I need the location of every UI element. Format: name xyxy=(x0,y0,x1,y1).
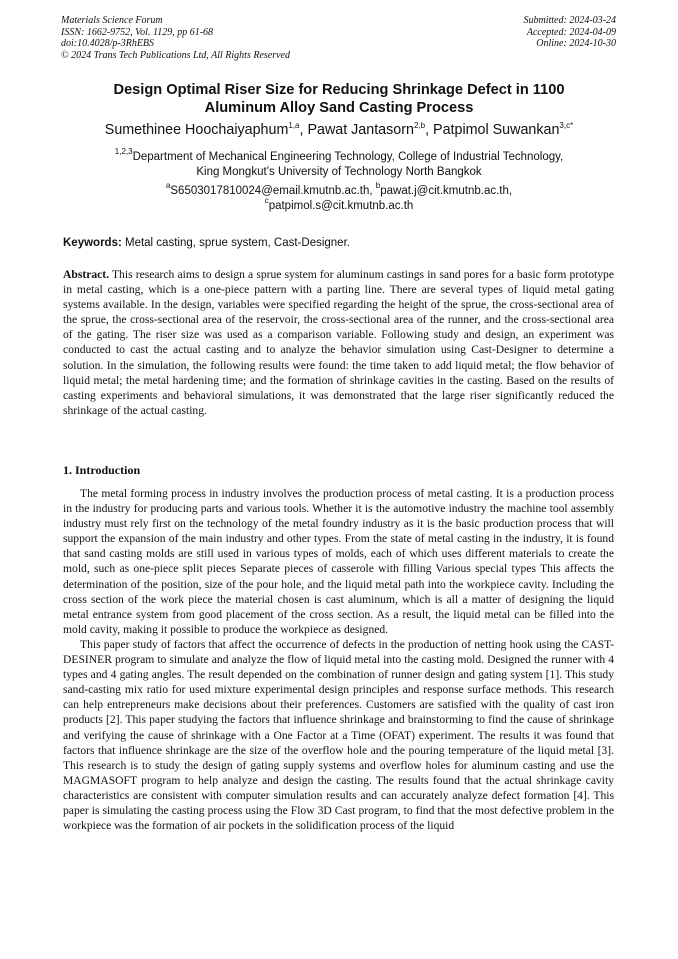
author-2-affil: 2,b xyxy=(413,121,426,130)
keywords-text: Metal casting, sprue system, Cast-Designer. xyxy=(121,237,350,249)
paper-title xyxy=(40,81,638,117)
journal-header-left xyxy=(61,15,290,61)
affiliation xyxy=(40,147,638,180)
accepted-date: Accepted: 2024-04-09 xyxy=(526,26,616,38)
affiliation-sup: 1,2,3 xyxy=(114,147,133,156)
author-3-affil: 3,c* xyxy=(559,121,574,130)
affiliation-line-1: Department of Mechanical Engineering Technology, College of Industrial Technology, xyxy=(132,151,564,163)
intro-paragraph-2: This paper study of factors that affect the occurrence of defects in the production of netting hook using the CAST-DESINER program to simulate and analyze the flow of liquid metal into the casting mold. Designed the runner with 4 types and 4 gating angles. The result depended on the combination of runner design and gating system [1]. This study sand-casting mix ratio for used mixture experimental design principles and response surface methods. This research can help entrepreneurs make decisions about their preferences. Customers are satisfied with the quality of cast iron products [2]. This paper studying the factors that influence shrinkage and brainstorming to find the cause of shrinkage and verifying the cause of shrinkage with a One Factor at a Time (OFAT) experiment. The results it was found that factors that influence shrinkage are the size of the overflow hole and the pouring temperature of the liquid metal [3]. This research is to study the design of gating supply systems and overflow holes for aluminum casting and use the MAGMASOFT program to help analyze and design the casting. The results found that the actual shrinkage cavity characteristics are consistent with computer simulation results and can accurately analyze defect formation [4]. This paper is simulating the casting process using the Flow 3D Cast program, to find that the most defective problem in the workpiece was the formation of air pockets in the solidification process of the liquid xyxy=(63,637,614,833)
author-1-affil: 1,a xyxy=(288,121,300,130)
keywords xyxy=(63,236,350,250)
paper-title-line-1: Design Optimal Riser Size for Reducing Shrinkage Defect in 1100 xyxy=(113,82,565,98)
journal-name: Materials Science Forum xyxy=(61,15,163,26)
section-heading-introduction: 1. Introduction xyxy=(63,463,141,477)
email-c-sup: c xyxy=(264,196,269,205)
copyright-line: © 2024 Trans Tech Publications Ltd, All Rights Reserved xyxy=(61,49,290,61)
author-separator: , xyxy=(425,122,434,138)
author-separator: , xyxy=(299,122,308,138)
keywords-label: Keywords: xyxy=(63,237,122,249)
doi-line: doi:10.4028/p-3RhEBS xyxy=(61,38,155,49)
submitted-date: Submitted: 2024-03-24 xyxy=(523,15,616,26)
email-b[interactable]: pawat.j@cit.kmutnb.ac.th, xyxy=(380,185,513,197)
author-2: Pawat Jantasorn xyxy=(307,122,414,138)
email-a-sup: a xyxy=(165,181,171,190)
email-b-sup: b xyxy=(375,181,381,190)
abstract-label: Abstract. xyxy=(63,268,110,281)
paper-title-line-2: Aluminum Alloy Sand Casting Process xyxy=(204,100,474,116)
online-date: Online: 2024-10-30 xyxy=(536,38,616,49)
issn-line: ISSN: 1662-9752, Vol. 1129, pp 61-68 xyxy=(61,26,214,38)
abstract-text: This research aims to design a sprue system for aluminum castings in sand pores for a basic form prototype in metal casting, which is a one-piece pattern with a parting line. There are several types of liquid metal gating systems available. In the design, variables were specified regarding the height of the sprue, the cross-sectional area of the sprue, the cross-sectional area of the reservoir, the cross-sectional area of the runner, and the cross-sectional area of the gating. The riser size was used as a comparison variable. Following study and design, an experiment was conducted to cast the actual casting and to analyze the behavior simulation using Cast-Designer to determine a solution. In the simulation, the following results were found: the time taken to add liquid metal; the flow behavior of liquid metal; the metal hardening time; and the formation of shrinkage cavities in the casting. Based on the results of casting experiments and behavioral simulations, it was demonstrated that the large riser significantly reduced the shrinkage of the actual casting. xyxy=(63,268,614,417)
introduction-body xyxy=(63,486,614,833)
affiliation-line-2: King Mongkut’s University of Technology North Bangkok xyxy=(196,166,482,178)
author-emails xyxy=(40,181,638,214)
email-a[interactable]: S6503017810024@email.kmutnb.ac.th, xyxy=(170,185,376,197)
abstract xyxy=(63,267,614,418)
author-1: Sumethinee Hoochaiyaphum xyxy=(104,122,289,138)
email-c[interactable]: patpimol.s@cit.kmutnb.ac.th xyxy=(268,200,414,212)
author-list xyxy=(30,121,648,139)
intro-paragraph-1: The metal forming process in industry involves the production process of metal casting. It is a production process in the industry for producing parts and various tools. Whether it is the automotive industry the machine tool assembly industry must rely first on the technology of the metal foundry industry as it is the basic production process that will support the expansion of the main industry and other types. From the state of metal casting in the industry, it is found that sand casting molds are still used in various types of molds, each of which uses different materials to create the mold, such as one-piece split pieces Separate pieces of casserole with filling Various special types This affects the determination of the position, size of the pour hole, and the liquid metal path into the workpiece cavity. Including the cross section of the work piece the material chosen is cast aluminum, which is all a matter of designing the liquid metal entrance system from good placement of the cross section. As a result, the liquid metal can be filled into the mold cavity, making it possible to produce the workpiece as designed. xyxy=(63,487,614,636)
author-3: Patpimol Suwankan xyxy=(433,122,560,138)
journal-header-right xyxy=(524,15,617,50)
